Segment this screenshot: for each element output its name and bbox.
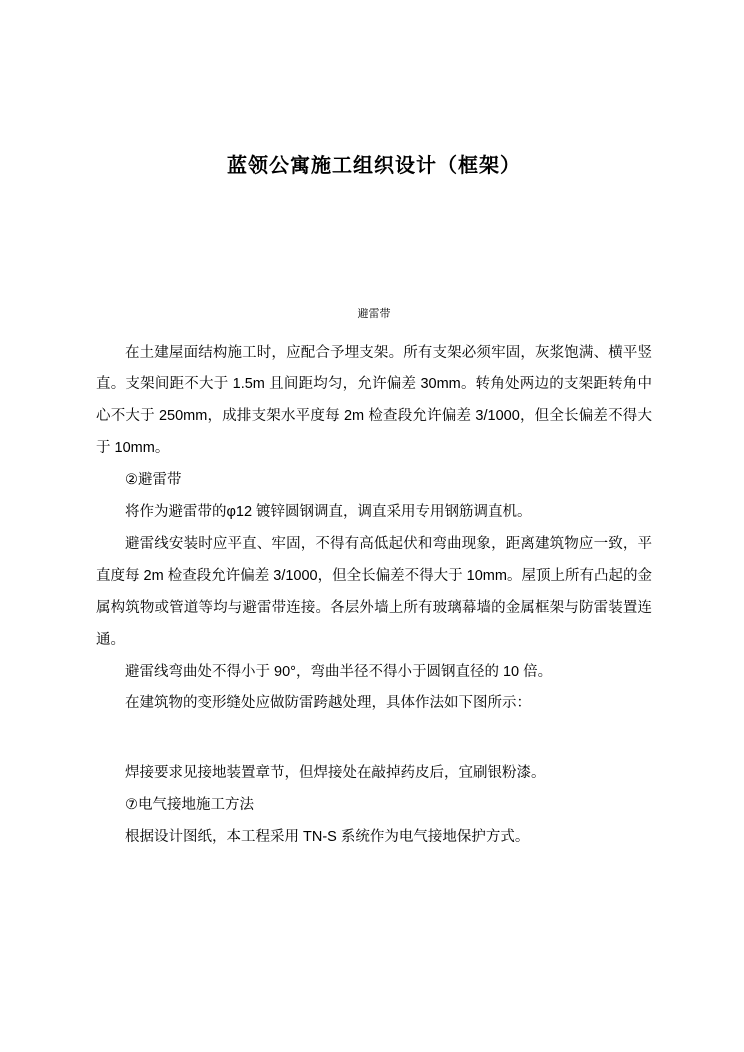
- paragraph: 避雷线弯曲处不得小于 90°，弯曲半径不得小于圆钢直径的 10 倍。: [125, 663, 553, 680]
- paragraph: ⑦电气接地施工方法: [125, 797, 254, 814]
- paragraph: 焊接要求见接地装置章节，但焊接处在敲掉药皮后，宜刷银粉漆。: [125, 765, 546, 782]
- section-label: 避雷带: [357, 308, 391, 320]
- figure-placeholder: [96, 720, 652, 758]
- paragraph: 根据设计图纸，本工程采用 TN-S 系统作为电气接地保护方式。: [125, 829, 530, 846]
- document-content: [96, 0, 652, 854]
- paragraph: 将作为避雷带的φ12 镀锌圆钢调直，调直采用专用钢筋调直机。: [125, 504, 532, 521]
- paragraph: 在建筑物的变形缝处应做防雷跨越处理，具体作法如下图所示：: [125, 695, 531, 712]
- page-title: 蓝领公寓施工组织设计（框架）: [227, 155, 521, 177]
- paragraph: ②避雷带: [125, 472, 182, 489]
- paragraph: 避雷线安装时应平直、牢固，不得有高低起伏和弯曲现象，距离建筑物应一致，平直度每 2m 检查段允许偏差 3/1000，但全长偏差不得大于 10mm。屋顶上所有凸起的金属构筑物或管道等均与避雷带连接。各层外墙上所有玻璃幕墙的金属框架与防雷装置连通。: [96, 535, 652, 648]
- paragraph: 在土建屋面结构施工时，应配合予埋支架。所有支架必须牢固，灰浆饱满、横平竖直。支架间距不大于 1.5m 且间距均匀，允许偏差 30mm。转角处两边的支架距转角中心不大于 250mm，成排支架水平度每 2m 检查段允许偏差 3/1000，但全长偏差不得大于 10mm。: [96, 344, 652, 457]
